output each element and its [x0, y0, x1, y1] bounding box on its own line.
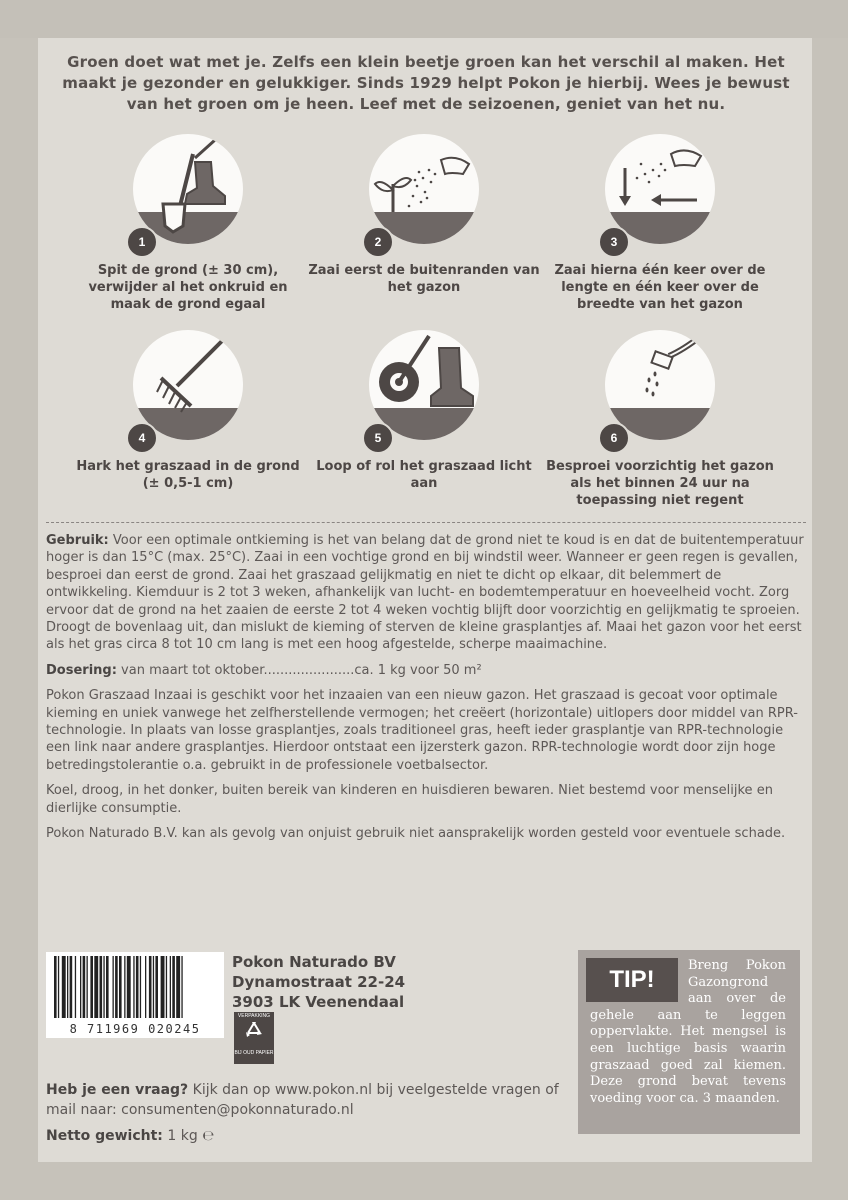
company-address [232, 952, 405, 1012]
net-weight-label: Netto gewicht: [46, 1128, 163, 1144]
barcode-bar [70, 956, 73, 1018]
company-city: 3903 LK Veenendaal [232, 993, 405, 1011]
barcode-number: 8 711969 020245 [69, 1022, 201, 1036]
step-number: 5 [362, 422, 394, 454]
intro-text: Groen doet wat met je. Zelfs een klein beetje groen kan het verschil al maken. Het maakt je gezonder en gelukkiger. Sinds 1929 helpt Pokon je hierbij. Wees je bewust van het groen om je heen. Leef met de seizoenen, geniet van het nu. [62, 53, 790, 113]
step-caption: Zaai eerst de buitenranden van het gazon [308, 263, 540, 295]
description-paragraph: Pokon Graszaad Inzaai is geschikt voor het inzaaien van een nieuw gazon. Het graszaad is gecoat voor optimale kieming en uniek vanwege het zelfherstellende vermogen; het creëert (horizontale) uitlopers door middel van RPR-technologie. In plaats van losse grasplantjes, zoals traditioneel gras, heeft ieder grasplantje van RPR-technologie een link naar andere grasplantjes. Hierdoor ontstaat een ijzersterk gazon. RPR-technologie wordt door zijn hoge betredingstolerantie o.a. gebruikt in de professionele voetbalsector. [46, 688, 798, 773]
product-information [46, 532, 806, 851]
company-street: Dynamostraat 22-24 [232, 973, 406, 991]
net-weight-value: 1 kg ℮ [162, 1128, 215, 1144]
barcode-bar [149, 956, 152, 1018]
question-line [46, 1080, 566, 1120]
storage-paragraph: Koel, droog, in het donker, buiten bereik van kinderen en huisdieren bewaren. Niet bestemd voor menselijke en dierlijke consumptie. [46, 783, 773, 816]
barcode-bar [58, 956, 59, 1018]
contact-info [46, 1080, 566, 1146]
step-1 [70, 134, 306, 313]
barcode-bar [113, 956, 114, 1018]
barcode-bar [75, 956, 76, 1018]
barcode-bars [54, 956, 218, 1018]
usage-label: Gebruik: [46, 533, 109, 548]
question-label: Heb je een vraag? [46, 1082, 189, 1098]
recycle-bottom-text: BIJ OUD PAPIER [234, 1050, 274, 1056]
barcode-bar [170, 956, 171, 1018]
step-5 [306, 330, 542, 492]
step-number: 6 [598, 422, 630, 454]
dosage-paragraph [46, 662, 806, 679]
barcode-bar [133, 956, 134, 1018]
company-name: Pokon Naturado BV [232, 953, 396, 971]
tip-box [578, 950, 800, 1134]
barcode-bar [145, 956, 146, 1018]
step-caption: Besproei voorzichtig het gazon als het binnen 24 uur na toepassing niet regent [546, 459, 774, 508]
section-divider [46, 522, 806, 523]
step-caption: Loop of rol het graszaad licht aan [316, 459, 532, 491]
tip-text-block [590, 958, 786, 1107]
box-top-edge [0, 0, 848, 38]
step-caption: Zaai hierna één keer over de lengte en één keer over de breedte van het gazon [554, 263, 766, 312]
tip-label: TIP! [586, 958, 678, 1002]
barcode-bar [161, 956, 165, 1018]
step-caption: Hark het graszaad in de grond (± 0,5-1 cm) [76, 459, 300, 491]
step-caption: Spit de grond (± 30 cm), verwijder al het onkruid en maak de grond egaal [88, 263, 288, 312]
instruction-steps [70, 134, 780, 524]
step-3 [542, 134, 778, 313]
barcode-bar [119, 956, 122, 1018]
recycle-paper-logo [234, 1012, 274, 1064]
net-weight-line [46, 1126, 566, 1146]
barcode-bar [62, 956, 66, 1018]
barcode-bar [100, 956, 103, 1018]
step-number: 1 [126, 226, 158, 258]
barcode-bar [124, 956, 125, 1018]
barcode-bar [136, 956, 139, 1018]
barcode-bar [140, 956, 141, 1018]
step-number: 2 [362, 226, 394, 258]
barcode-bar [166, 956, 167, 1018]
step-2 [306, 134, 542, 296]
liability-paragraph: Pokon Naturado B.V. kan als gevolg van onjuist gebruik niet aansprakelijk worden gesteld voor eventuele schade. [46, 826, 786, 842]
barcode-bar [54, 956, 57, 1018]
barcode-bar [153, 956, 154, 1018]
barcode-bar [67, 956, 68, 1018]
barcode-bar [90, 956, 93, 1018]
question-text: Kijk dan op www.pokon.nl bij veelgestelde vragen of mail naar: consumenten@pokonnaturado.nl [46, 1082, 559, 1118]
step-6 [542, 330, 778, 509]
barcode [46, 952, 224, 1038]
barcode-bar [83, 956, 86, 1018]
barcode-bar [87, 956, 88, 1018]
recycle-top-text: VERPAKKING [237, 1013, 271, 1019]
barcode-bar [115, 956, 118, 1018]
usage-paragraph [46, 532, 806, 654]
recycle-icon [241, 1020, 267, 1044]
step-number: 3 [598, 226, 630, 258]
barcode-bar [94, 956, 98, 1018]
step-4 [70, 330, 306, 492]
tip-text: Breng Pokon Gazongrond aan over de gehele aan te leggen oppervlakte. Het mengsel is een luchtige basis waarin graszaad goed zal kiemen. Deze grond bevat tevens voeding voor ca. 3 maanden. [590, 958, 786, 1106]
barcode-bar [106, 956, 109, 1018]
barcode-bar [181, 956, 182, 1018]
usage-text: Voor een optimale ontkieming is het van belang dat de grond niet te koud is en dat de buitentemperatuur hoger is dan 15°C (max. 25°C). Zaai in een vochtige grond en bij windstil weer. Wanneer er geen regen is gevallen, besproei dan eerst de grond. Zaai het graszaad gelijkmatig en niet te dicht op elkaar, dit belemmert de ontwikkeling. Kiemduur is 2 tot 3 weken, afhankelijk van lucht- en bodemtemperatuur en hoeveelheid vocht. Zorg ervoor dat de grond na het zaaien de eerste 2 tot 4 weken vochtig blijft door voorzichtig en gelijkmatig te sproeien. Droogt de bovenlaag uit, dan mislukt de kieming of sterven de kleine grasplantjes af. Maai het gazon voor het eerst als het gras circa 8 tot 10 cm lang is met een hoog afgestelde, scherpe maaimachine. [46, 533, 804, 653]
step-number: 4 [126, 422, 158, 454]
dosage-label: Dosering: [46, 662, 117, 678]
barcode-bar [80, 956, 81, 1018]
barcode-bar [155, 956, 158, 1018]
barcode-bar [172, 956, 175, 1018]
dosage-text: van maart tot oktober......................ca. 1 kg voor 50 m² [116, 662, 482, 678]
barcode-bar [176, 956, 180, 1018]
barcode-bar [103, 956, 104, 1018]
barcode-bar [127, 956, 131, 1018]
